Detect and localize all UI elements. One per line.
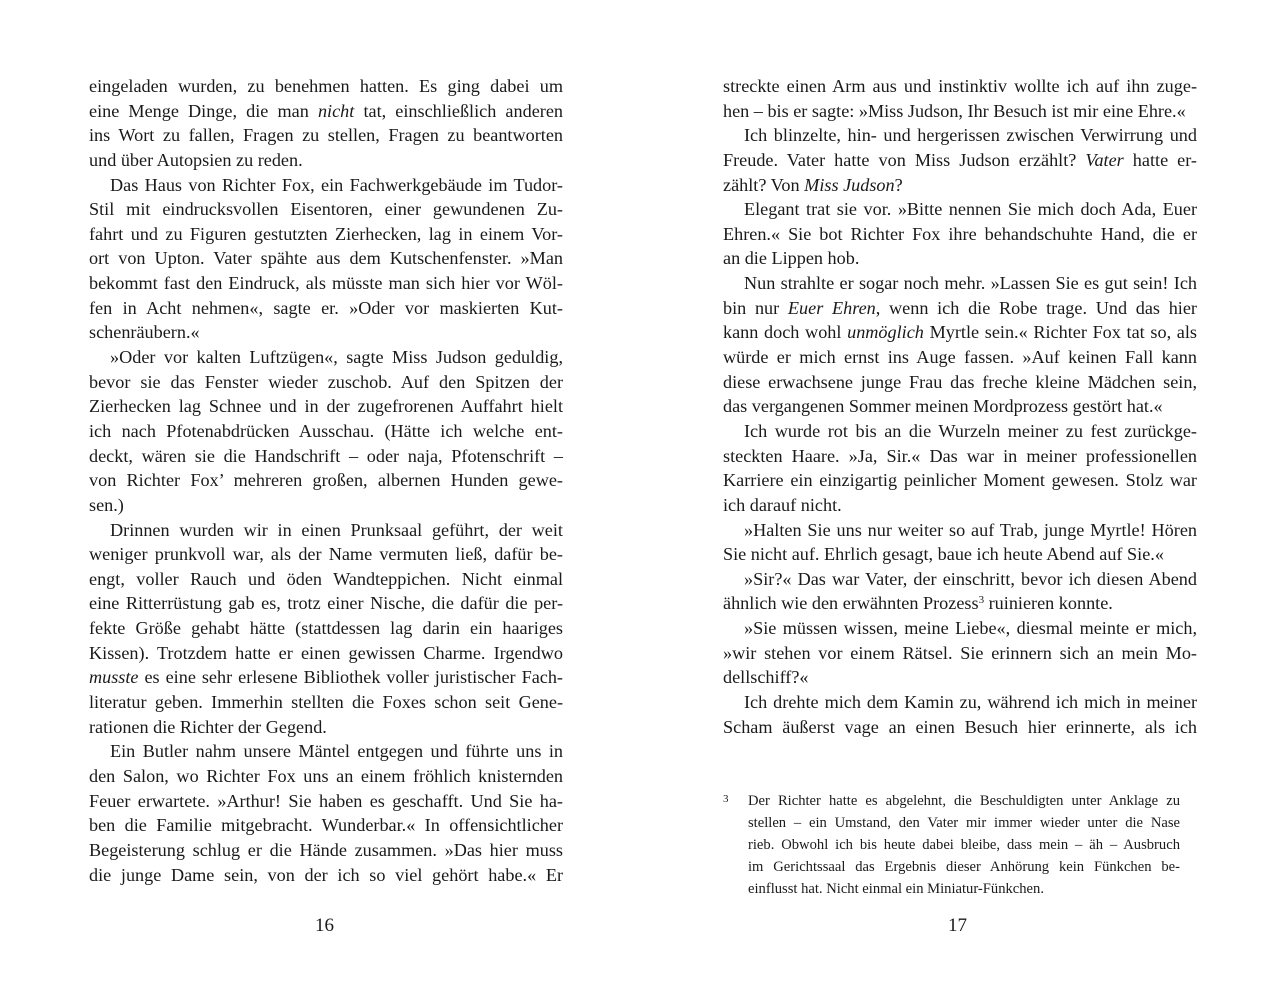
text-line [89,246,563,271]
line-text: Freude. Vater hatte von Miss Judson erzählt? [723,149,1086,170]
line-text: rieb. Obwohl ich bis heute dabei bleibe, dass mein – äh – Ausbruch [748,836,1180,853]
italic-text: Euer Ehren [787,297,876,318]
text-line [89,99,563,124]
line-text: dellschiff?« [723,667,809,688]
line-text: »Sir?« Das war Vater, der einschritt, bevor ich diesen Abend [744,568,1197,589]
text-line [723,271,1197,296]
text-line [89,813,563,838]
line-text: hen – bis er sagte: »Miss Judson, Ihr Besuch ist mir eine Ehre.« [723,100,1186,121]
footnote [723,791,1197,900]
text-line [723,246,1197,271]
line-text: Drinnen wurden wir in einen Prunksaal geführt, der weit [110,519,563,540]
line-text: eine Ritterrüstung gab es, trotz einer Nische, die dafür die per- [89,593,563,614]
text-line [723,345,1197,370]
text-line [723,320,1197,345]
line-text: Ein Butler nahm unsere Mäntel entgegen und führte uns in [110,741,563,762]
line-text: einflusst hat. Nicht einmal ein Miniatur-Fünkchen. [748,880,1044,897]
line-text: »Sie müssen wissen, meine Liebe«, diesmal meinte er mich, [744,618,1197,639]
text-line [723,296,1197,321]
line-text-continued: es eine sehr erlesene Bibliothek voller juristischer Fach- [138,667,563,688]
line-text: eingeladen wurden, zu benehmen hatten. Es ging dabei um [89,76,563,96]
line-text-continued: ruinieren konnte. [984,593,1113,614]
text-line [89,222,563,247]
text-line [89,616,563,641]
text-line [89,863,563,888]
italic-text: musste [89,667,139,688]
text-line [723,74,1197,99]
line-text: ins Wort zu fallen, Fragen zu stellen, Fragen zu beantworten [89,125,563,146]
line-text: das vergangenen Sommer meinen Mordprozess gestört hat.« [723,396,1163,417]
line-text: weniger prunkvoll war, als der Name vermuten ließ, dafür be- [89,544,563,565]
text-line [723,641,1197,666]
line-text: Kissen). Trotzdem hatte er einen gewissen Charme. Irgendwo [89,642,563,663]
italic-text: nicht [317,100,355,121]
line-text: Scham äußerst vage an einen Besuch hier erinnerte, als ich [723,716,1197,737]
text-line [89,542,563,567]
text-line [748,879,1180,901]
text-line [723,394,1197,419]
right-page-number: 17 [948,915,967,936]
text-line [723,690,1197,715]
text-line [723,591,1197,616]
text-line [723,567,1197,592]
text-line [723,444,1197,469]
line-text: und über Autopsien zu reden. [89,149,303,170]
italic-text: Miss Judson [804,174,895,195]
text-line [89,296,563,321]
line-text: diese erwachsene junge Frau das freche kleine Mädchen sein, [723,371,1197,392]
text-line [89,345,563,370]
text-line [89,567,563,592]
text-line [723,173,1197,198]
text-line [723,123,1197,148]
line-text: bin nur [723,297,788,318]
line-text: Ich wurde rot bis an die Wurzeln meiner zu fest zurückge- [744,420,1197,441]
line-text: sen.) [89,494,124,515]
text-line [89,739,563,764]
line-text: Begeisterung schlug er die Hände zusammen. »Das hier muss [89,839,563,860]
text-line [723,616,1197,641]
line-text: würde er mich ernst ins Auge fassen. »Auf keinen Fall kann [723,347,1197,368]
line-text: ort von Upton. Vater spähte aus dem Kutschenfenster. »Man [89,248,563,269]
text-line [748,857,1180,879]
line-text: Stil mit eindrucksvollen Eisentoren, einer gewundenen Zu- [89,199,563,220]
text-line [723,468,1197,493]
line-text: fahrt und zu Figuren gestutzten Zierhecken, lag in einem Vor- [89,223,563,244]
text-line [89,715,563,740]
text-line [89,370,563,395]
line-text: Karriere ein einzigartig peinlicher Moment gewesen. Stolz war [723,470,1197,491]
text-line [89,320,563,345]
text-line [723,148,1197,173]
line-text: stellen – ein Umstand, den Vater mir immer wieder unter die Nase [748,814,1180,831]
text-line [89,641,563,666]
text-line [89,764,563,789]
text-line [723,99,1197,124]
line-text: deckt, wären sie die Handschrift – oder naja, Pfotenschrift – [89,445,563,466]
text-line [89,493,563,518]
line-text: »Oder vor kalten Luftzügen«, sagte Miss Judson geduldig, [110,347,563,368]
line-text: fen in Acht nehmen«, sagte er. »Oder vor maskierten Kut- [89,297,563,318]
line-text: steckten Haare. »Ja, Sir.« Das war in meiner professionellen [723,445,1197,466]
text-line [89,665,563,690]
text-line [748,791,1180,813]
line-text: von Richter Fox’ mehreren großen, albernen Hunden gewe- [89,470,563,491]
right-page-body [723,74,1197,739]
text-line [723,665,1197,690]
text-line [723,493,1197,518]
line-text-continued: Myrtle sein.« Richter Fox tat so, als [923,322,1197,343]
line-text: die junge Dame sein, von der ich so viel gehört habe.« Er [89,864,563,885]
text-line [723,197,1197,222]
italic-text: Vater [1085,149,1124,170]
line-text-continued: hatte er- [1123,149,1197,170]
text-line [89,444,563,469]
line-text: im Gerichtssaal das Ergebnis dieser Anhörung kein Fünkchen be- [748,858,1180,875]
line-text: ähnlich wie den erwähnten Prozess [723,593,979,614]
text-line [723,419,1197,444]
text-line [89,197,563,222]
line-text-continued: , wenn ich die Robe trage. Und das hier [875,297,1197,318]
line-text: »Halten Sie uns nur weiter so auf Trab, junge Myrtle! Hören [744,519,1197,540]
line-text: kann doch wohl [723,322,848,343]
line-text: an die Lippen hob. [723,248,860,269]
text-line [89,789,563,814]
right-page [642,0,1285,1000]
text-line [89,518,563,543]
text-line [723,542,1197,567]
text-line [89,271,563,296]
footnote-body [748,791,1180,900]
line-text: den Salon, wo Richter Fox uns an einem fröhlich knisternden [89,765,563,786]
footnote-number: 3 [723,793,729,805]
text-line [723,715,1197,740]
left-page-body [89,74,563,887]
line-text: engt, voller Rauch und öden Wandteppichen. Nicht einmal [89,568,563,589]
line-text: Zierhecken lag Schnee und in der zugefrorenen Auffahrt hielt [89,396,563,417]
line-text: literatur geben. Immerhin stellten die Foxes schon seit Gene- [89,692,563,713]
line-text: »wir stehen vor einem Rätsel. Sie erinnern sich an mein Mo- [723,642,1197,663]
line-text: zählt? Von [723,174,805,195]
text-line [89,394,563,419]
line-text: Nun strahlte er sogar noch mehr. »Lassen Sie es gut sein! Ich [744,273,1197,294]
line-text-continued: ? [894,174,903,195]
text-line [723,370,1197,395]
line-text: Ich blinzelte, hin- und hergerissen zwischen Verwirrung und [744,125,1197,146]
left-page [0,0,642,1000]
text-line [89,74,563,99]
line-text: Elegant trat sie vor. »Bitte nennen Sie mich doch Ada, Euer [744,199,1197,220]
text-line [89,838,563,863]
line-text: Sie nicht auf. Ehrlich gesagt, baue ich heute Abend auf Sie.« [723,544,1164,565]
line-text: streckte einen Arm aus und instinktiv wollte ich auf ihn zuge- [723,76,1197,96]
line-text: ich nach Pfotenabdrücken Ausschau. (Hätte ich welche ent- [89,420,563,441]
line-text: Ehren.« Sie bot Richter Fox ihre behandschuhte Hand, die er [723,223,1197,244]
text-line [89,468,563,493]
left-page-number: 16 [315,915,334,936]
line-text: fekte Größe gehabt hätte (stattdessen lag darin ein haariges [89,618,563,639]
line-text: Das Haus von Richter Fox, ein Fachwerkgebäude im Tudor- [110,174,563,195]
text-line [89,123,563,148]
text-line [723,518,1197,543]
line-text: Ich drehte mich dem Kamin zu, während ich mich in meiner [744,692,1197,713]
line-text: Feuer erwartete. »Arthur! Sie haben es geschafft. Und Sie ha- [89,790,563,811]
footnote-reference: 3 [978,594,985,607]
line-text: bevor sie das Fenster wieder zuschob. Auf den Spitzen der [89,371,563,392]
text-line [89,173,563,198]
text-line [89,690,563,715]
line-text: eine Menge Dinge, die man [89,100,318,121]
line-text: bekommt fast den Eindruck, als müsste man sich hier vor Wöl- [89,273,563,294]
text-line [89,148,563,173]
line-text: rationen die Richter der Gegend. [89,716,327,737]
text-line [89,419,563,444]
line-text-continued: tat, einschließlich anderen [354,100,563,121]
line-text: ich darauf nicht. [723,494,842,515]
text-line [748,835,1180,857]
line-text: Der Richter hatte es abgelehnt, die Beschuldigten unter Anklage zu [748,793,1180,809]
line-text: ben die Familie mitgebracht. Wunderbar.« In offensichtlicher [89,815,563,836]
line-text: schenräubern.« [89,322,200,343]
text-line [89,591,563,616]
italic-text: unmöglich [847,322,924,343]
text-line [723,222,1197,247]
text-line [748,813,1180,835]
